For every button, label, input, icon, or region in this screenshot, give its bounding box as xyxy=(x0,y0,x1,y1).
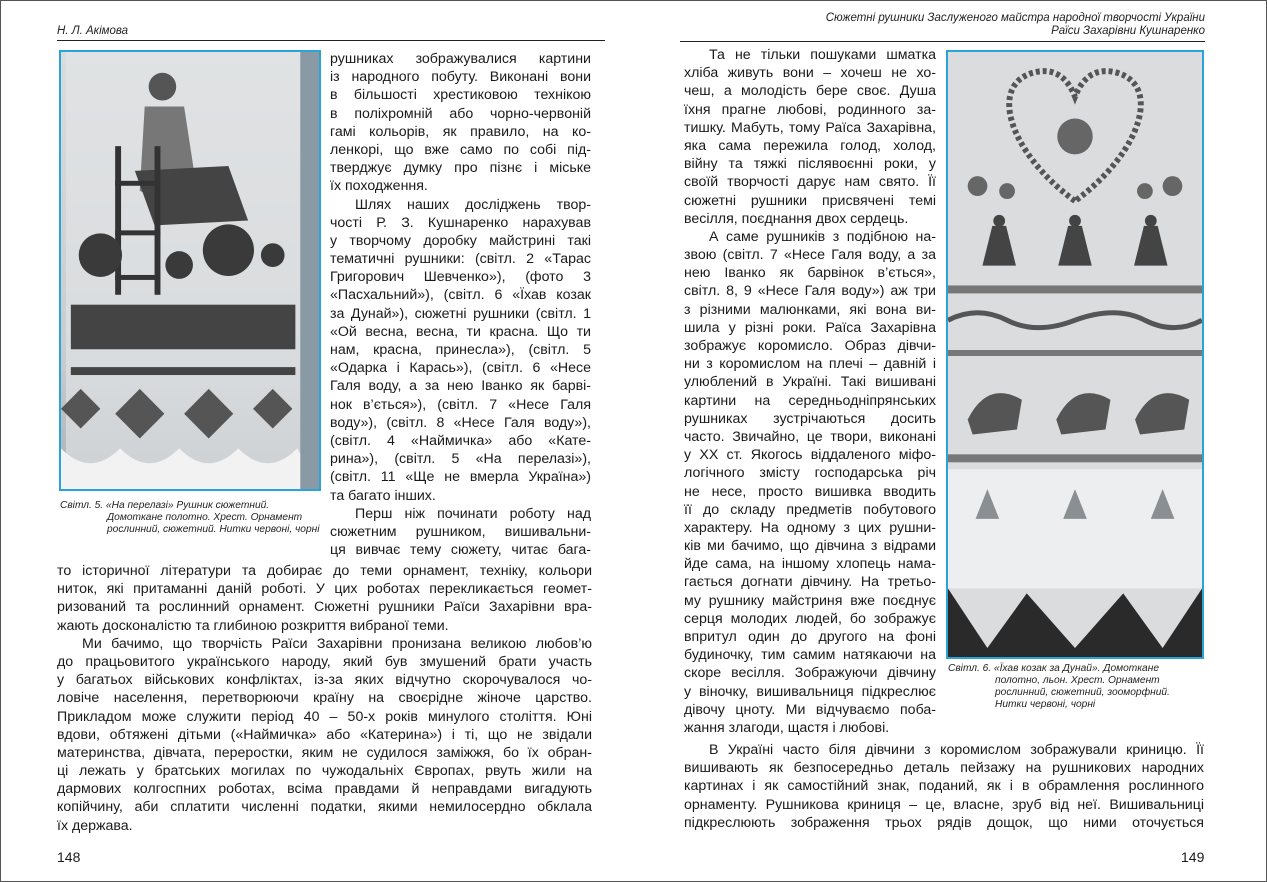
text-line: війну та тяжкі післявоєнні роки, у xyxy=(684,156,936,173)
text-line: чеш, а молодість бере своє. Душа xyxy=(684,83,936,100)
text-line: В Україні часто біля дівчини з коромислом зображували криницю. Її xyxy=(709,742,1204,758)
text-line: у творчому доробку майстрині такі xyxy=(330,232,591,249)
paragraph xyxy=(57,635,592,835)
caption-line: Світл. 6. «Їхав козак за Дунай». Домоткане xyxy=(948,663,1159,674)
text-line: картинах і як самостійний знак, поданий, як і в обрамлення рослинного xyxy=(684,778,1204,795)
text-line: сюжетні рушники присвячені темі xyxy=(684,192,936,209)
text-line: підкреслюють зображення трьох рядів дощок, що ними оточується xyxy=(684,814,1204,831)
header-rule xyxy=(680,41,1205,42)
text-line: му рушнику майстриня вже поєднує xyxy=(684,592,936,609)
text-line: картини на середньодніпрянських xyxy=(684,392,936,409)
text-line: (світл. 4 «Наймичка» або «Кате- xyxy=(330,432,591,449)
text-line: дівочу цноту. Ми відчуваємо поба- xyxy=(684,701,936,718)
embroidered-towel-image xyxy=(61,52,319,489)
paragraph xyxy=(330,50,591,196)
text-line: їх походження. xyxy=(330,178,428,195)
paragraph xyxy=(330,196,591,505)
text-line: Ми бачимо, що творчість Раїси Захарівни пронизана великою любов’ю xyxy=(82,635,592,652)
caption-line: рослинний, сюжетний, зооморфний. xyxy=(995,687,1170,698)
text-line: та багато інших. xyxy=(330,487,436,504)
text-line: ленкорі, що вже само по собі під- xyxy=(330,141,591,158)
text-line: Шлях наших досліджень твор- xyxy=(355,196,591,213)
figure-caption-5 xyxy=(60,500,320,536)
header-title-line: Раїси Захарівни Кушнаренко xyxy=(1051,25,1205,37)
text-line: в більшості хрестиковою технікою xyxy=(330,87,591,104)
text-line: жають досконалістю та глибиною розкриття вибраної теми. xyxy=(57,617,449,634)
text-line: до працьовитого українського народу, який був змушений брати участь xyxy=(57,653,592,670)
text-line: нею Іванко як барвінок в’ється», xyxy=(684,265,936,282)
paragraph xyxy=(684,46,936,228)
text-line: рина»), (світл. 5 «На перелазі»), xyxy=(330,451,591,468)
caption-line: Нитки червоні, чорні xyxy=(995,699,1096,710)
text-line: ловіче населення, перетворюючи країну на своєрідне жіноче царство. xyxy=(57,690,592,707)
page-number-left: 148 xyxy=(57,849,81,865)
text-line: ни з коромислом на плечі – давній і xyxy=(684,356,936,373)
text-line: у багатьох військових конфліктах, із-за яких відчутно скорочувалося чо- xyxy=(57,672,592,689)
text-line: логічного змісту господарська річ xyxy=(684,465,936,482)
caption-line: Домоткане полотно. Хрест. Орнамент xyxy=(107,512,303,523)
text-line: будиночку, тим самим натякаючи на xyxy=(684,647,936,664)
text-line: із народного побуту. Виконані вони xyxy=(330,69,591,86)
text-line: ниток, які притаманні даній роботі. У цих роботах перекликається геомет- xyxy=(57,581,592,598)
text-line: шила у різні роки. Раїса Захарівна xyxy=(684,319,936,336)
text-line: улюблений в Україні. Такі вишивані xyxy=(684,374,936,391)
paragraph xyxy=(684,228,936,737)
left-column-text xyxy=(330,50,591,559)
text-line: нам, красна, принесла»), (світл. 5 xyxy=(330,342,591,358)
text-line: рушниках зустрічаються досить xyxy=(684,410,936,427)
text-line: Григорович Шевченко»), (фото 3 xyxy=(330,269,591,286)
caption-line: Світл. 5. «На перелазі» Рушник сюжетний. xyxy=(60,500,270,511)
text-line: у ХХ ст. Якогось віддаленого міфо- xyxy=(684,447,936,464)
text-line: їхня прагне любові, родинного за- xyxy=(684,101,936,118)
text-line: їх держава. xyxy=(57,817,133,834)
paragraph xyxy=(330,505,591,560)
text-line: ця вивчає тему сюжету, читає бага- xyxy=(330,542,591,559)
text-line: гамі кольорів, як правило, на ко- xyxy=(330,123,591,140)
text-line: за Дунай»), сюжетні рушники (світл. 1 xyxy=(330,305,591,322)
paragraph xyxy=(684,741,1204,832)
text-line: жання злагоди, щастя і любові. xyxy=(684,719,890,736)
text-line: у віночку, вишивальниця підкреслює xyxy=(684,683,936,700)
text-line: чості Р. З. Кушнаренко нарахував xyxy=(330,214,591,231)
text-line: то історичної літератури та добирає до теми орнамент, техніку, кольори xyxy=(57,563,592,579)
text-line: вдови, обтяжені дітьми («Наймичка» або «Катерина») і ті, що не звідали xyxy=(57,726,592,743)
text-line: воду»), (світл. 8 «Несе Галя воду»), xyxy=(330,414,591,431)
text-line: копійчину, аби сплатити численні податки, якими немилосердно обклала xyxy=(57,799,592,816)
text-line: ризований та рослинний орнамент. Сюжетні рушники Раїси Захарівни вра- xyxy=(57,599,592,616)
text-line: материнства, дівчата, переростки, яким не судилося заміжжя, бо їх обран- xyxy=(57,744,592,761)
text-line: гається догнати дівчину. На третьо- xyxy=(684,574,936,591)
text-line: тематичні рушники: (світл. 2 «Тарас xyxy=(330,251,591,268)
text-line: впритул один до другого на фоні xyxy=(684,629,936,645)
text-line: зображує коромисло. Образ дівчи- xyxy=(684,338,936,354)
text-line: своїй творчості дарує нам свято. Її xyxy=(684,174,936,191)
text-line: хліба живуть вони – хочеш не хо- xyxy=(684,65,936,82)
running-header-author: Н. Л. Акімова xyxy=(57,25,129,37)
page-number-right: 149 xyxy=(1181,849,1205,865)
text-line: Прикладом може служити період 40 – 50-х років минулого століття. Юні xyxy=(57,708,592,725)
figure-caption-6 xyxy=(948,663,1170,711)
text-line: «Одарка і Карась»), (світл. 6 «Несе xyxy=(330,360,591,377)
text-line: скоре весілля. Зображуючи дівчину xyxy=(684,665,936,682)
text-line: тишку. Мабуть, тому Раїса Захарівна, xyxy=(684,119,936,136)
text-line: вишивають як безпосередньо деталь пейзажу на рушникових народних xyxy=(684,760,1204,777)
text-line: дармових колгоспних роботах, всіма правдами й неправдами вигадують xyxy=(57,781,592,798)
figure-towel-na-perelazi xyxy=(59,50,321,491)
text-line: «Пасхальний»), (світл. 6 «Їхав козак xyxy=(330,287,591,304)
text-line: світл. 8, 9 «Несе Галя воду») аж три xyxy=(684,283,936,300)
text-line: тверджує думку про пізнє і міське xyxy=(330,160,591,177)
caption-line: полотно, льон. Хрест. Орнамент xyxy=(995,675,1160,686)
right-body-text xyxy=(684,741,1204,832)
text-line: не несе, просто вишивка вводить xyxy=(684,483,936,500)
text-line: «Ой весна, весна, ти красна. Що ти xyxy=(330,323,591,340)
text-line: в поліхромній або чорно-червоній xyxy=(330,105,591,122)
paragraph xyxy=(57,562,592,635)
header-title-line: Сюжетні рушники Заслуженого майстра народної творчості України xyxy=(825,12,1205,24)
header-rule xyxy=(57,40,605,41)
text-line: її до складу предметів побутового xyxy=(684,501,936,518)
running-header-title xyxy=(826,12,1205,38)
text-line: серця молодих людей, бо зображує xyxy=(684,610,936,627)
text-line: Та не тільки пошуками шматка xyxy=(709,47,936,63)
text-line: ків ми бачимо, що дівчина з відрами xyxy=(684,538,936,555)
text-line: йде сама, на іншому хлопець нама- xyxy=(684,556,936,573)
right-column-text xyxy=(684,46,936,737)
text-line: характеру. На одному з цих рушни- xyxy=(684,519,936,536)
text-line: сюжетним рушником, вишивальни- xyxy=(330,523,591,540)
caption-line: рослинний, сюжетний. Нитки червоні, чорні xyxy=(107,524,320,535)
figure-towel-yikhav-kozak xyxy=(946,50,1204,659)
text-line: Перш ніж починати роботу над xyxy=(355,505,591,522)
text-line: орнаменту. Рушникова криниця – це, власне, зруб від неї. Вишивальниці xyxy=(684,796,1204,813)
text-line: Галя воду, а за нею Іванко як барві- xyxy=(330,378,591,395)
text-line: А саме рушників з подібною на- xyxy=(709,228,936,245)
text-line: яка сама пережила голод, холод, xyxy=(684,137,936,154)
left-body-text xyxy=(57,562,592,835)
text-line: часто. Звичайно, це твори, виконані xyxy=(684,428,936,445)
text-line: весілля, поєднання двох сердець. xyxy=(684,210,909,227)
embroidered-towel-image xyxy=(948,52,1202,657)
text-line: (світл. 11 «Ще не вмерла Україна») xyxy=(330,469,591,486)
text-line: ці лежать у братських могилах по чужодальніх Європах, рвуть жили на xyxy=(57,763,592,780)
text-line: нок в’ється»), (світл. 7 «Несе Галя xyxy=(330,396,591,413)
text-line: рушниках зображувалися картини xyxy=(330,51,591,67)
text-line: звою (світл. 7 «Несе Галя воду, а за xyxy=(684,247,936,264)
text-line: з різними малюнками, які вона ви- xyxy=(684,301,936,318)
